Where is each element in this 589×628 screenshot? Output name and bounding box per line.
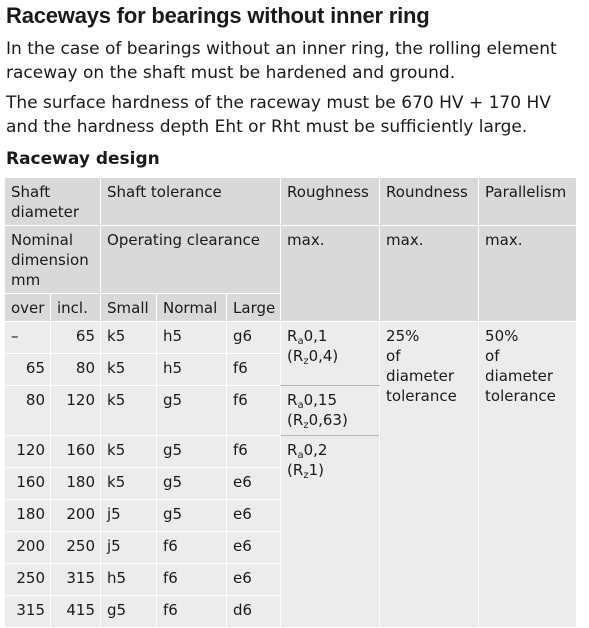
ra-value: 0,2 [303, 441, 328, 459]
cell-normal: f6 [157, 532, 227, 564]
intro-paragraph: In the case of bearings without an inner ring, the rolling element raceway on the shaft must be hardened and ground. [6, 39, 557, 83]
section-title: Raceway design [6, 149, 160, 169]
cell-small: k5 [101, 322, 157, 354]
cell-normal: g5 [157, 468, 227, 500]
header-roundness-max: max. [380, 226, 479, 322]
cell-over: 160 [5, 468, 51, 500]
table-row [5, 322, 577, 354]
cell-incl: 200 [51, 500, 101, 532]
cell-normal: g5 [157, 386, 227, 436]
cell-normal: g5 [157, 500, 227, 532]
cell-parallelism [479, 322, 577, 628]
cell-incl: 120 [51, 386, 101, 436]
ra-subscript: a [297, 336, 304, 347]
hardness-paragraph: The surface hardness of the raceway must be 670 HV + 170 HV and the hardness depth Eht or Rht must be sufficiently large. [6, 93, 551, 137]
cell-large: e6 [227, 532, 281, 564]
cell-normal: h5 [157, 322, 227, 354]
ra-symbol: R [287, 327, 298, 345]
ra-symbol: R [287, 391, 298, 409]
ra-symbol: R [287, 441, 298, 459]
roundness-value: 25% [386, 327, 420, 345]
header-large: Large [227, 294, 281, 322]
cell-roughness-2 [281, 386, 380, 436]
header-shaft-diameter: Shaft diameter [5, 178, 101, 226]
rz-value: 0,4) [308, 347, 339, 365]
raceway-design-table [4, 177, 577, 628]
header-parallelism: Parallelism [479, 178, 577, 226]
cell-small: g5 [101, 596, 157, 628]
cell-incl: 250 [51, 532, 101, 564]
header-shaft-tolerance: Shaft tolerance [101, 178, 281, 226]
cell-small: j5 [101, 500, 157, 532]
rz-value: 0,63) [308, 411, 348, 429]
cell-small: k5 [101, 354, 157, 386]
ra-value: 0,1 [303, 327, 328, 345]
cell-normal: g5 [157, 436, 227, 468]
cell-large: d6 [227, 596, 281, 628]
ra-value: 0,15 [303, 391, 338, 409]
cell-incl: 315 [51, 564, 101, 596]
cell-large: f6 [227, 354, 281, 386]
rz-subscript: z [303, 420, 309, 431]
header-incl: incl. [51, 294, 101, 322]
cell-incl: 180 [51, 468, 101, 500]
header-nominal-dimension: Nominal dimension mm [5, 226, 101, 294]
header-roundness: Roundness [380, 178, 479, 226]
cell-incl: 80 [51, 354, 101, 386]
ra-subscript: a [297, 450, 304, 461]
ra-subscript: a [297, 400, 304, 411]
header-small: Small [101, 294, 157, 322]
cell-over: 200 [5, 532, 51, 564]
cell-normal: f6 [157, 596, 227, 628]
page-title: Raceways for bearings without inner ring [6, 3, 430, 28]
header-over: over [5, 294, 51, 322]
cell-large: e6 [227, 564, 281, 596]
cell-large: e6 [227, 500, 281, 532]
cell-small: k5 [101, 386, 157, 436]
parallelism-value: 50% [485, 327, 519, 345]
cell-over: 120 [5, 436, 51, 468]
cell-small: k5 [101, 468, 157, 500]
rz-value: 1) [308, 461, 324, 479]
cell-over: – [5, 322, 51, 354]
cell-over: 80 [5, 386, 51, 436]
rz-subscript: z [303, 470, 309, 481]
cell-over: 180 [5, 500, 51, 532]
cell-large: g6 [227, 322, 281, 354]
rz-open: (R [287, 461, 304, 479]
cell-incl: 160 [51, 436, 101, 468]
cell-normal: h5 [157, 354, 227, 386]
cell-roundness [380, 322, 479, 628]
rz-open: (R [287, 347, 304, 365]
rz-subscript: z [303, 356, 309, 367]
header-roughness: Roughness [281, 178, 380, 226]
header-roughness-max: max. [281, 226, 380, 322]
cell-roughness-3 [281, 436, 380, 628]
cell-over: 315 [5, 596, 51, 628]
parallelism-text: of diameter tolerance [485, 347, 556, 405]
rz-open: (R [287, 411, 304, 429]
cell-small: k5 [101, 436, 157, 468]
roundness-text: of diameter tolerance [386, 347, 457, 405]
cell-large: f6 [227, 386, 281, 436]
header-operating-clearance: Operating clearance [101, 226, 281, 294]
header-parallelism-max: max. [479, 226, 577, 322]
cell-incl: 65 [51, 322, 101, 354]
cell-normal: f6 [157, 564, 227, 596]
cell-small: j5 [101, 532, 157, 564]
cell-incl: 415 [51, 596, 101, 628]
header-normal: Normal [157, 294, 227, 322]
cell-large: e6 [227, 468, 281, 500]
cell-roughness-1 [281, 322, 380, 386]
cell-over: 250 [5, 564, 51, 596]
cell-over: 65 [5, 354, 51, 386]
cell-small: h5 [101, 564, 157, 596]
cell-large: f6 [227, 436, 281, 468]
